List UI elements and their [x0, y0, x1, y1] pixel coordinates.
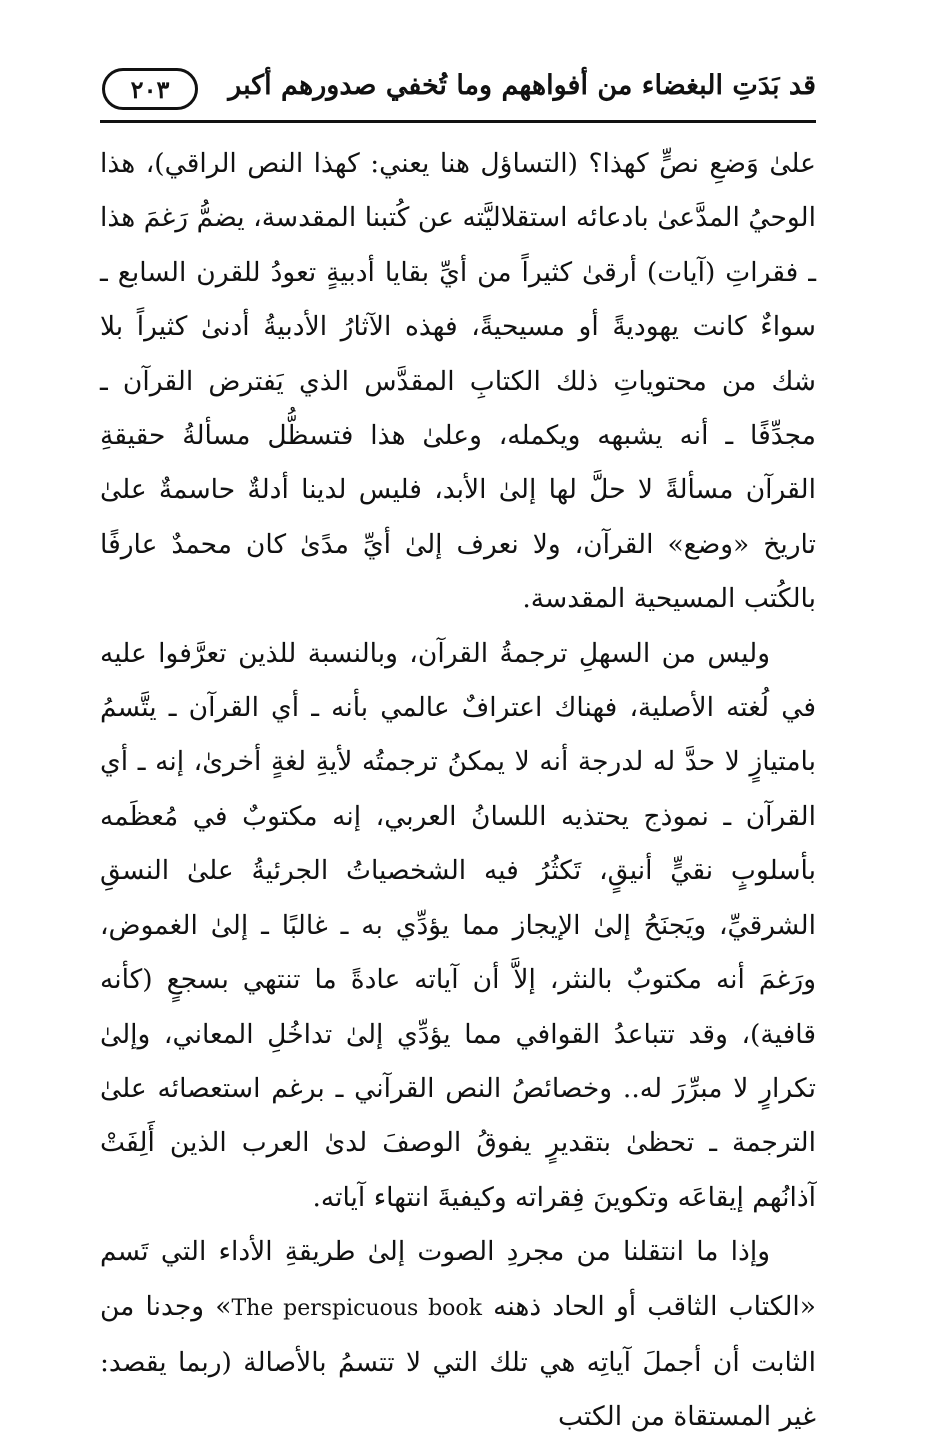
- paragraph-2: وليس من السهلِ ترجمةُ القرآن، وبالنسبة للذين تعرَّفوا عليه في لُغته الأصلية، فهناك اعترافٌ عالمي بأنه ـ أي القرآن ـ يتَّسمُ بامتيازٍ لا حدَّ له لدرجة أنه لا يمكنُ ترجمتُه لأيةِ لغةٍ أخرىٰ، إنه ـ أي القرآن ـ نموذج يحتذيه اللسانُ العربي، إنه مكتوبٌ في مُعظَمه بأسلوبٍ نقيٍّ أنيقٍ، تَكثُرُ فيه الشخصياتُ الجرئيةُ علىٰ النسقِ الشرقيِّ، ويَجنَحُ إلىٰ الإيجاز مما يؤدِّي به ـ غالبًا ـ إلىٰ الغموض، ورَغمَ أنه مكتوبٌ بالنثر، إلاَّ أن آياته عادةً ما تنتهي بسجعٍ (كأنه قافية)، وقد تتباعدُ القوافي مما يؤدِّي إلىٰ تداخُلِ المعاني، وإلىٰ تكرارٍ لا مبرِّرَ له.. وخصائصُ النص القرآني ـ برغم استعصائه علىٰ الترجمة ـ تحظىٰ بتقديرٍ يفوقُ الوصفَ لدىٰ العرب الذين أَلِفَتْ آذانُهم إيقاعَه وتكوينَ فِقراته وكيفيةَ انتهاء آياته.: [100, 637, 816, 1213]
- page-number-badge: [102, 68, 198, 110]
- paragraph-3-part-1: وإذا ما انتقلنا من مجردِ الصوت إلىٰ طريقةِ الأداء التي تَسم «الكتاب الثاقب أو الحاد ذهنه: [100, 1236, 816, 1322]
- book-page: [100, 62, 816, 1445]
- body-text: [100, 137, 816, 1445]
- running-title: قد بَدَتِ البغضاء من أفواههم وما تُخفي صدورهم أكبر: [228, 70, 816, 101]
- paragraph-1: علىٰ وَضعِ نصٍّ كهذا؟ (التساؤل هنا يعني: كهذا النص الراقي)، هذا الوحيُ المدَّعىٰ بادعائه استقلاليَّته عن كُتبنا المقدسة، يضمُّ رَغمَ هذا ـ فقراتِ (آيات) أرقىٰ كثيراً من أيِّ بقايا أدبيةٍ تعودُ للقرن السابع ـ سواءٌ كانت يهوديةً أو مسيحيةً، فهذه الآثارُ الأدبيةُ أدنىٰ كثيراً بلا شك من محتوياتِ ذلك الكتابِ المقدَّس الذي يَفترض القرآن ـ مجدِّفًا ـ أنه يشبهه ويكمله، وعلىٰ هذا فتسظُّل مسألةُ حقيقةِ القرآن مسألةً لا حلَّ لها إلىٰ الأبد، فليس لدينا أدلةٌ حاسمةٌ علىٰ تاريخ «وضع» القرآن، ولا نعرف إلىٰ أيِّ مدًىٰ كان محمدٌ عارفًا بالكُتب المسيحية المقدسة.: [100, 148, 816, 615]
- paragraph-3-part-2: » وجدنا من الثابت أن أجملَ آياتِه هي تلك التي لا تتسمُ بالأصالة (ربما يقصد: غير المستقاة من الكتب: [100, 1290, 816, 1433]
- page-header: [100, 62, 816, 123]
- paragraph-3: [100, 1225, 816, 1445]
- english-phrase: The perspicuous book: [231, 1295, 482, 1321]
- page-number: ٢٠٣: [130, 74, 170, 104]
